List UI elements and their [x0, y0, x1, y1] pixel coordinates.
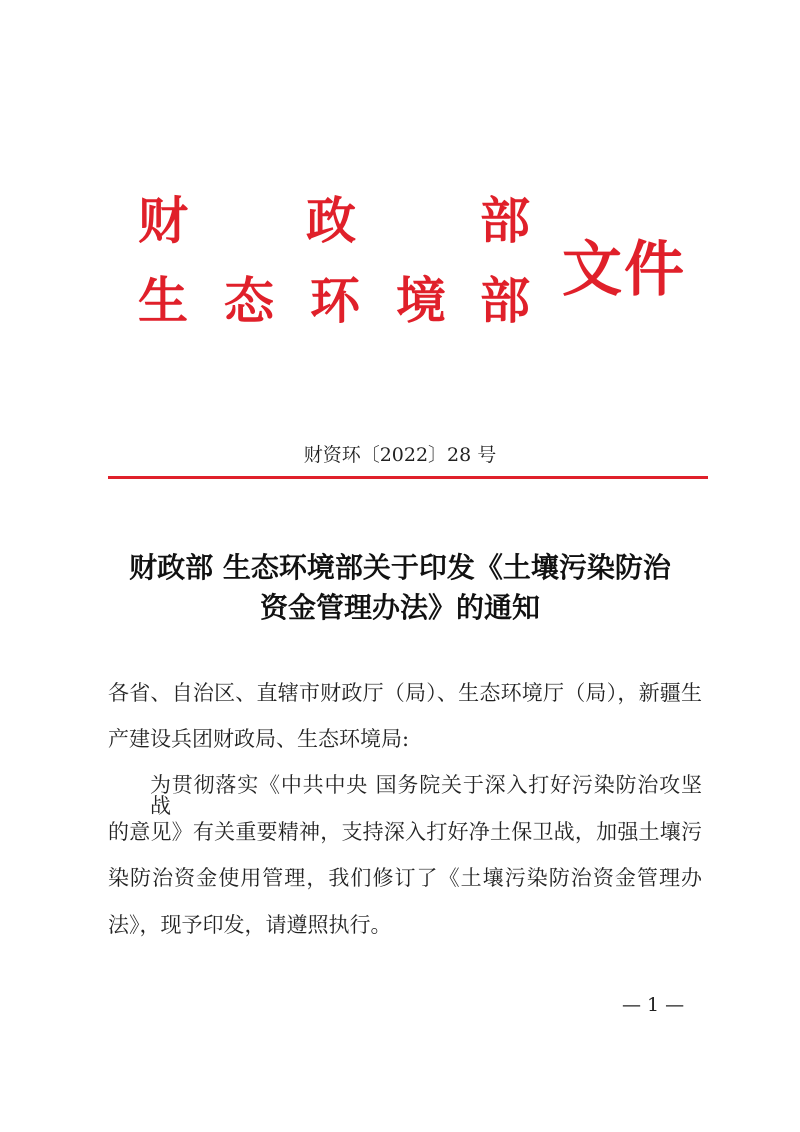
header-suffix: 文件 — [562, 235, 686, 305]
body-line: 的意见》有关重要精神，支持深入打好净土保卫战，加强土壤污 — [108, 820, 702, 844]
body-line: 染防治资金使用管理，我们修订了《土壤污染防治资金管理办 — [108, 866, 702, 890]
body-line: 各省、自治区、直辖市财政厅（局）、生态环境厅（局），新疆生 — [108, 681, 702, 705]
header-char: 境 — [396, 271, 446, 330]
header-char: 环 — [310, 271, 360, 330]
header-char: 财 — [138, 191, 188, 250]
body-line: 为贯彻落实《中共中央 国务院关于深入打好污染防治攻坚战 — [150, 773, 702, 818]
document-number: 财资环〔2022〕28 号 — [303, 444, 497, 466]
header-char: 部 — [480, 271, 530, 330]
header-char: 生 — [138, 271, 188, 330]
header-char: 态 — [224, 271, 274, 330]
red-divider — [108, 476, 708, 479]
header-char: 部 — [480, 191, 530, 250]
title-line-2: 资金管理办法》的通知 — [259, 591, 540, 624]
body-line: 产建设兵团财政局、生态环境局: — [108, 727, 410, 751]
body-line: 法》，现予印发，请遵照执行。 — [108, 913, 392, 937]
title-line-1: 财政部 生态环境部关于印发《土壤污染防治 — [129, 551, 671, 584]
page-number: — 1 — — [622, 994, 685, 1016]
header-char: 政 — [306, 191, 356, 250]
